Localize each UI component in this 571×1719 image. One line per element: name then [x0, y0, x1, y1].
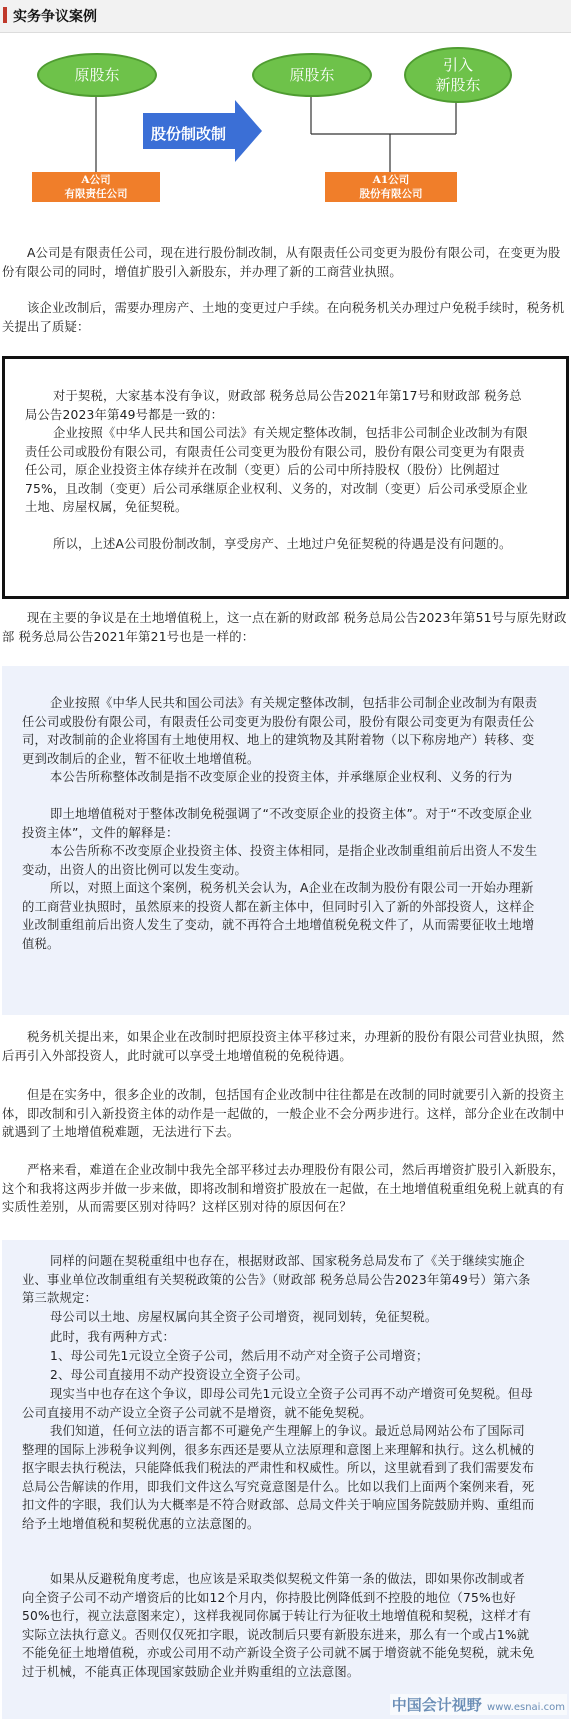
quote-paragraph: 企业按照《中华人民共和国公司法》有关规定整体改制，包括非公司制企业改制为有限责任公司或股份有限公司，有限责任公司变更为股份有限公司，股份有限公司变更为有限责任公司，原企业投资主体存续并在改制（变更）后的公司中所持股权（股份）比例超过75%，且改制（变更）后公司承继原企业权利、义务的，对改制（变更）后公司承受原企业土地、房屋权属，免征契税。 — [25, 426, 528, 514]
company-a-box: A公司 有限责任公司 — [32, 172, 160, 202]
quote-paragraph: 本公告所称不改变原企业投资主体、投资主体相同，是指企业改制重组前后出资人不发生变动，出资人的出资比例可以发生变动。 — [22, 844, 538, 877]
quote-paragraph: 如果从反避税角度考虑，也应该是采取类似契税文件第一条的做法，即如果你改制或者向全资子公司不动产增资后的比如12个月内，你持股比例降低到不控股的地位（75%也好50%也行，视立法意图来定），这样我视同你属于转让行为征收土地增值税和契税，这样才有实际立法执行意义。否则仅仅死扣字眼，说改制后只要有新股东进来，那么有一个或占1%就不能免征土地增值税，亦或公司用不动产新设全资子公司就不属于增资就不能免契税，就未免过于机械，不能真正体现国家鼓励企业并购重组的立法意图。 — [22, 1572, 535, 1679]
site-watermark — [390, 1694, 567, 1715]
original-shareholder-right: 原股东 — [252, 53, 372, 97]
section-header — [0, 0, 571, 33]
section-title: 实务争议案例 — [13, 9, 97, 25]
quote-paragraph: 母公司以土地、房屋权属向其全资子公司增资，视同划转，免征契税。 — [50, 1310, 438, 1324]
analysis-block — [2, 1240, 569, 1719]
quote-paragraph: 企业按照《中华人民共和国公司法》有关规定整体改制，包括非公司制企业改制为有限责任公司或股份有限公司，有限责任公司变更为股份有限公司，股份有限公司变更为有限责任公司，对改制前的企业将国有土地使用权、地上的建筑物及其附着物（以下称房地产）转移、变更到改制后的企业，暂不征收土地增值税。 — [22, 696, 538, 766]
header-accent-bar — [3, 7, 7, 23]
paragraph: 严格来看，难道在企业改制中我先全部平移过去办理股份有限公司，然后再增资扩股引入新股东，这个和我将这两步并做一步来做，即将改制和增资扩股放在一起做，在土地增值税重组免税上就真的有实质性差别，从而需要区别对待吗？这样区别对待的原因何在？ — [2, 1163, 565, 1214]
paragraph: A公司是有限责任公司，现在进行股份制改制，从有限责任公司变更为股份有限公司，在变更为股份有限公司的同时，增值扩股引入新股东，并办理了新的工商营业执照。 — [2, 246, 561, 279]
quote-paragraph: 1、母公司先1元设立全资子公司，然后用不动产对全资子公司增资； — [50, 1349, 429, 1363]
arrow-label: 股份制改制 — [151, 125, 227, 143]
quote-paragraph: 本公告所称整体改制是指不改变原企业的投资主体，并承继原企业权利、义务的行为 — [50, 770, 513, 784]
paragraph: 该企业改制后，需要办理房产、土地的变更过户手续。在向税务机关办理过户免税手续时，税务机关提出了质疑： — [2, 301, 565, 334]
quote-paragraph: 我们知道，任何立法的语言都不可避免产生理解上的争议。最近总局网站公布了国际司整理的国际上涉税争议判例，很多东西还是要从立法原理和意图上来理解和执行。这么机械的抠字眼去执行税法，只能降低我们税法的严肃性和权威性。所以，这里就看到了我们需要发布总局公告解读的作用，即我们文件这么写究竟意图是什么。比如以我们上面两个案例来看，死扣文件的字眼，我们认为大概率是不符合财政部、总局文件关于响应国务院鼓励并购、重组而给予土地增值税和契税优惠的立法意图的。 — [22, 1424, 535, 1531]
watermark-title: 中国会计视野 — [391, 1696, 482, 1714]
restructuring-diagram — [0, 33, 571, 233]
new-shareholder: 引入 新股东 — [404, 47, 512, 103]
land-tax-quote-box — [2, 666, 569, 1015]
quote-paragraph: 对于契税，大家基本没有争议，财政部 税务总局公告2021年第17号和财政部 税务总局公告2023年第49号都是一致的： — [25, 389, 522, 422]
quote-paragraph: 所以，对照上面这个案例，税务机关会认为，A企业在改制为股份有限公司一开始办理新的工商营业执照时，虽然原来的投资人都在新主体中，但同时引入了新的外部投资人，这样企业改制重组前后出资人发生了变动，就不再符合土地增值税免税文件了，从而需要征收土地增值税。 — [22, 881, 535, 951]
paragraph: 税务机关提出来，如果企业在改制时把原投资主体平移过来，办理新的股份有限公司营业执照，然后再引入外部投资人，此时就可以享受土地增值税的免税待遇。 — [2, 1030, 565, 1063]
watermark-url: www.esnai.com — [487, 1702, 565, 1713]
deed-tax-quote-box — [2, 356, 569, 599]
paragraph: 但是在实务中，很多企业的改制，包括国有企业改制中往往都是在改制的同时就要引入新的投资主体，即改制和引入新投资主体的动作是一起做的，一般企业不会分两步进行。这样，部分企业在改制中就遇到了土地增值税难题，无法进行下去。 — [2, 1088, 565, 1139]
company-a1-box: A1公司 股份有限公司 — [325, 172, 457, 202]
quote-paragraph: 现实当中也存在这个争议，即母公司先1元设立全资子公司再不动产增资可免契税。但母公司直接用不动产设立全资子公司就不是增资，就不能免契税。 — [22, 1387, 533, 1420]
quote-paragraph: 2、母公司直接用不动产投资设立全资子公司。 — [50, 1368, 308, 1382]
paragraph: 现在主要的争议是在土地增值税上，这一点在新的财政部 税务总局公告2023年第51号与原先财政部 税务总局公告2021年第21号也是一样的： — [2, 611, 567, 644]
quote-paragraph: 同样的问题在契税重组中也存在，根据财政部、国家税务总局发布了《关于继续实施企业、事业单位改制重组有关契税政策的公告》（财政部 税务总局公告2023年第49号）第六条第三款规定： — [22, 1254, 531, 1305]
quote-paragraph: 所以，上述A公司股份制改制，享受房产、土地过户免征契税的待遇是没有问题的。 — [53, 537, 512, 551]
original-shareholder-left: 原股东 — [37, 53, 157, 97]
quote-paragraph: 即土地增值税对于整体改制免税强调了“不改变原企业的投资主体”。对于“不改变原企业投资主体”，文件的解释是： — [22, 807, 533, 840]
quote-paragraph: 此时，我有两种方式： — [50, 1330, 175, 1344]
